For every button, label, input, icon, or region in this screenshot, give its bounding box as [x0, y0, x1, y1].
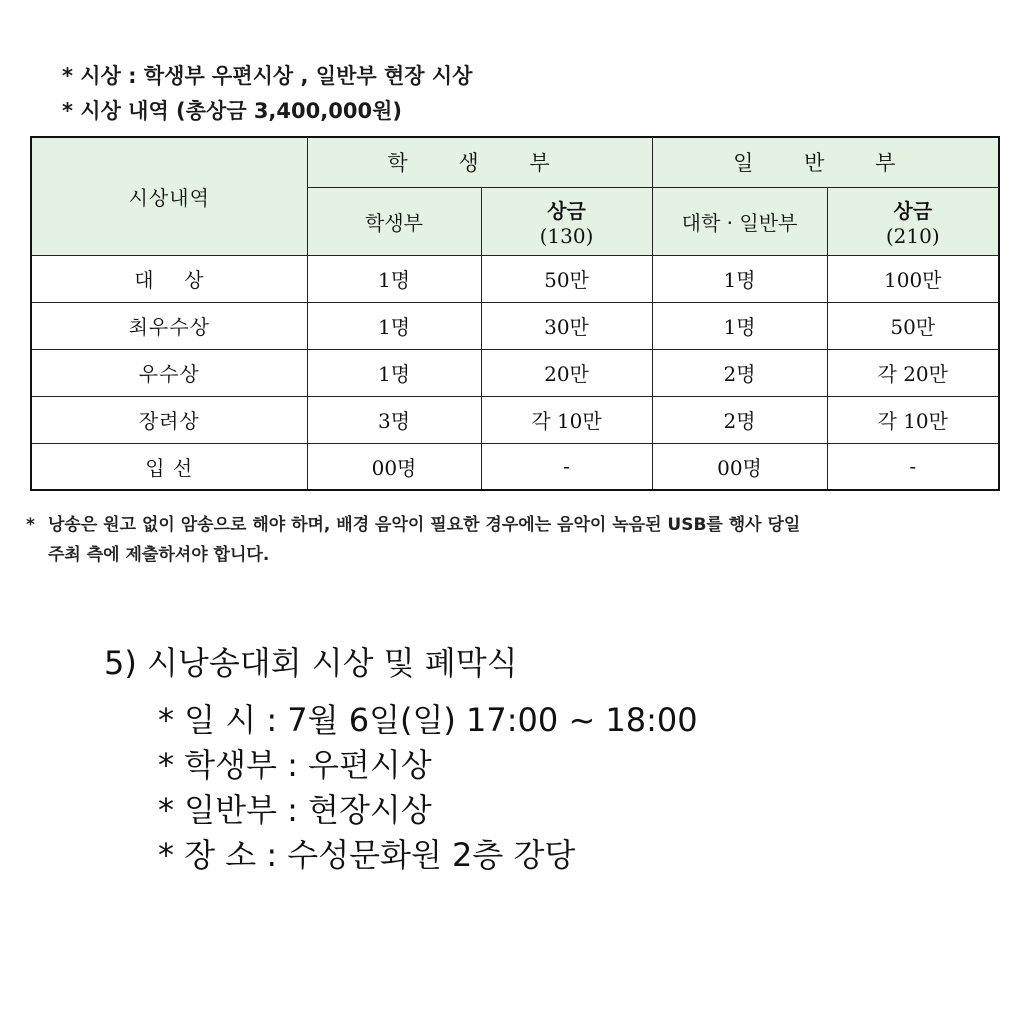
- general-prize: 각 20만: [827, 349, 999, 396]
- student-count: 00명: [307, 443, 481, 490]
- general-count: 2명: [652, 396, 827, 443]
- general-prize-label: 상금: [893, 198, 933, 223]
- award-details-line: * 시상 내역 (총상금 3,400,000원): [62, 99, 402, 123]
- corner-header: 시상내역: [31, 137, 307, 255]
- table-header-row-1: [31, 137, 999, 187]
- general-prize: 각 10만: [827, 396, 999, 443]
- award-name: 대 상: [31, 255, 307, 302]
- detail-venue: * 장 소 : 수성문화원 2층 강당: [158, 836, 576, 874]
- award-name: 장려상: [31, 396, 307, 443]
- general-prize: 50만: [827, 302, 999, 349]
- student-prize-header: [481, 187, 652, 255]
- general-count-header: 대학 · 일반부: [652, 187, 827, 255]
- student-prize-label: 상금: [547, 198, 586, 223]
- student-count-header: 학생부: [307, 187, 481, 255]
- award-method-line: * 시상 : 학생부 우편시상 , 일반부 현장 시상: [62, 64, 473, 88]
- table-row: [31, 255, 999, 302]
- general-prize: 100만: [827, 255, 999, 302]
- student-count: 1명: [307, 302, 481, 349]
- footnote: [26, 510, 1006, 570]
- footnote-line-1: [26, 510, 1006, 540]
- footnote-text-1: 낭송은 원고 없이 암송으로 해야 하며, 배경 음악이 필요한 경우에는 음악이 녹음된 USB를 행사 당일: [48, 515, 801, 535]
- section-title: 5) 시낭송대회 시상 및 폐막식: [104, 644, 518, 682]
- award-name: 입 선: [31, 443, 307, 490]
- student-prize: 20만: [481, 349, 652, 396]
- student-group-header: 학 생 부: [307, 137, 652, 187]
- ceremony-details: [158, 698, 698, 878]
- student-prize: 30만: [481, 302, 652, 349]
- general-count: 2명: [652, 349, 827, 396]
- table-row: [31, 396, 999, 443]
- student-count: 1명: [307, 349, 481, 396]
- general-prize: -: [827, 443, 999, 490]
- general-prize-header: [827, 187, 999, 255]
- detail-student-award: * 학생부 : 우편시상: [158, 746, 432, 784]
- general-count: 1명: [652, 302, 827, 349]
- student-count: 3명: [307, 396, 481, 443]
- award-name: 우수상: [31, 349, 307, 396]
- general-group-header: 일 반 부: [652, 137, 999, 187]
- award-name: 최우수상: [31, 302, 307, 349]
- footnote-line-2: 주최 측에 제출하셔야 합니다.: [48, 545, 270, 565]
- student-prize: 각 10만: [481, 396, 652, 443]
- detail-general-award: * 일반부 : 현장시상: [158, 791, 432, 829]
- general-prize-total: (210): [885, 223, 940, 248]
- student-prize: -: [481, 443, 652, 490]
- general-count: 00명: [652, 443, 827, 490]
- general-count: 1명: [652, 255, 827, 302]
- student-prize: 50만: [481, 255, 652, 302]
- student-prize-total: (130): [539, 223, 594, 248]
- table-row: [31, 349, 999, 396]
- awards-table: [30, 136, 1000, 491]
- detail-datetime: * 일 시 : 7월 6일(일) 17:00 ~ 18:00: [158, 701, 698, 739]
- table-row: [31, 302, 999, 349]
- student-count: 1명: [307, 255, 481, 302]
- footnote-star: *: [26, 515, 35, 535]
- table-row: [31, 443, 999, 490]
